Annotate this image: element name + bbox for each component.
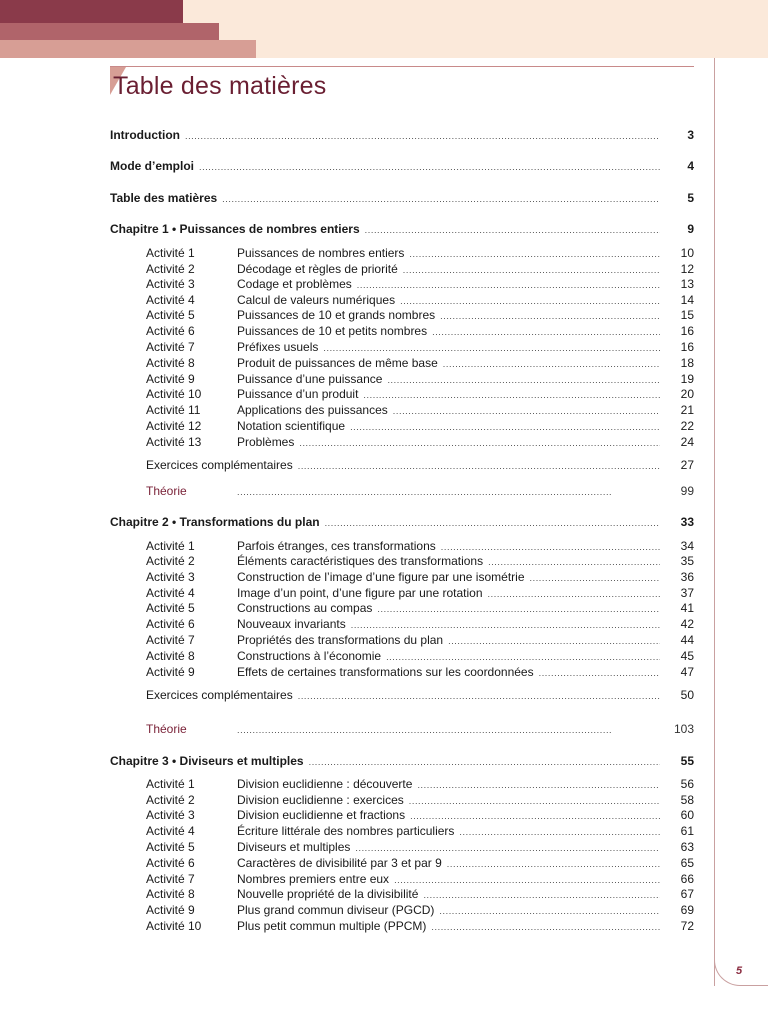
toc-page-number: 36 — [680, 570, 694, 584]
toc-theory-row[interactable] — [146, 483, 694, 499]
activity-title: Puissances de 10 et grands nombres — [237, 308, 436, 322]
activity-number: Activité 2 — [146, 793, 195, 807]
activity-number: Activité 9 — [146, 372, 195, 386]
activity-number: Activité 4 — [146, 293, 195, 307]
toc-page-number: 19 — [680, 372, 694, 386]
toc-activity-row[interactable] — [146, 871, 694, 887]
toc-page-number: 21 — [680, 403, 694, 417]
toc-activity-row[interactable] — [146, 918, 694, 934]
toc-page-number: 3 — [687, 128, 694, 142]
dot-leader — [423, 887, 660, 903]
activity-number: Activité 1 — [146, 777, 195, 791]
activity-number: Activité 9 — [146, 665, 195, 679]
dot-leader — [298, 458, 660, 474]
dot-leader — [325, 515, 660, 531]
activity-title: Image d’un point, d’une figure par une rotation — [237, 586, 483, 600]
activity-title: Codage et problèmes — [237, 277, 352, 291]
toc-activity-row[interactable] — [146, 902, 694, 918]
toc-activity-row[interactable] — [146, 569, 694, 585]
toc-page-number: 60 — [680, 808, 694, 822]
toc-page-number: 13 — [680, 277, 694, 291]
toc-page-number: 72 — [680, 919, 694, 933]
toc-activity-row[interactable] — [146, 664, 694, 680]
dot-leader — [350, 419, 660, 435]
toc-page-number: 67 — [680, 887, 694, 901]
toc-page-number: 47 — [680, 665, 694, 679]
activity-number: Activité 3 — [146, 570, 195, 584]
toc-page-number: 10 — [680, 246, 694, 260]
activity-title: Parfois étranges, ces transformations — [237, 539, 436, 553]
toc-page-number: 5 — [687, 191, 694, 205]
dot-leader — [363, 387, 660, 403]
activity-title: Applications des puissances — [237, 403, 388, 417]
dot-leader — [351, 617, 660, 633]
toc-chapter-row[interactable] — [110, 514, 694, 530]
activity-number: Activité 11 — [146, 403, 201, 417]
activity-number: Activité 2 — [146, 554, 195, 568]
activity-number: Activité 4 — [146, 586, 195, 600]
activity-number: Activité 1 — [146, 246, 195, 260]
toc-page-number: 22 — [680, 419, 694, 433]
toc-page-number: 27 — [680, 458, 694, 472]
dot-leader — [386, 649, 660, 665]
toc-activity-row[interactable] — [146, 585, 694, 601]
activity-number: Activité 6 — [146, 856, 195, 870]
toc-activity-row[interactable] — [146, 339, 694, 355]
toc-page-number: 24 — [680, 435, 694, 449]
activity-number: Activité 6 — [146, 324, 195, 338]
dot-leader — [447, 856, 660, 872]
toc-page-number: 42 — [680, 617, 694, 631]
activity-title: Écriture littérale des nombres particuliers — [237, 824, 455, 838]
exercises-label: Exercices complémentaires — [146, 688, 293, 702]
activity-title: Constructions à l’économie — [237, 649, 382, 663]
dot-leader — [440, 308, 660, 324]
activity-title: Division euclidienne : découverte — [237, 777, 413, 791]
activity-title: Problèmes — [237, 435, 295, 449]
dot-leader — [299, 435, 660, 451]
toc-page-number: 58 — [680, 793, 694, 807]
dot-leader — [365, 222, 660, 238]
header-stripe — [0, 0, 183, 23]
dot-leader — [432, 324, 660, 340]
toc-page-number: 34 — [680, 539, 694, 553]
toc-page-number: 56 — [680, 777, 694, 791]
activity-number: Activité 3 — [146, 808, 195, 822]
toc-page-number: 65 — [680, 856, 694, 870]
toc-exercises-row[interactable] — [146, 457, 694, 473]
toc-activity-row[interactable] — [146, 823, 694, 839]
toc-page-number: 16 — [680, 340, 694, 354]
toc-activity-row[interactable] — [146, 776, 694, 792]
activity-title: Division euclidienne et fractions — [237, 808, 406, 822]
toc-page-number: 103 — [673, 722, 694, 736]
toc-page-number: 20 — [680, 387, 694, 401]
toc-page-number: 14 — [680, 293, 694, 307]
toc-chapter-label: Chapitre 2 • Transformations du plan — [110, 515, 320, 529]
activity-title: Préfixes usuels — [237, 340, 319, 354]
activity-title: Propriétés des transformations du plan — [237, 633, 444, 647]
activity-number: Activité 13 — [146, 435, 202, 449]
dot-leader — [237, 484, 612, 500]
dot-leader — [185, 128, 660, 144]
activity-title: Puissance d’un produit — [237, 387, 359, 401]
toc-chapter-label: Mode d’emploi — [110, 159, 194, 173]
activity-number: Activité 5 — [146, 601, 195, 615]
toc-theory-row[interactable] — [146, 721, 694, 737]
toc-chapter-label: Table des matières — [110, 191, 218, 205]
toc-activity-row[interactable] — [146, 886, 694, 902]
dot-leader — [309, 754, 660, 770]
toc-page-number: 4 — [687, 159, 694, 173]
toc-page-number: 37 — [680, 586, 694, 600]
activity-number: Activité 9 — [146, 903, 195, 917]
toc-page-number: 18 — [680, 356, 694, 370]
activity-title: Nouveaux invariants — [237, 617, 346, 631]
activity-title: Notation scientifique — [237, 419, 346, 433]
toc-chapter-row[interactable] — [110, 127, 694, 143]
dot-leader — [199, 159, 660, 175]
dot-leader — [488, 554, 660, 570]
activity-number: Activité 7 — [146, 872, 195, 886]
activity-title: Diviseurs et multiples — [237, 840, 351, 854]
toc-activity-row[interactable] — [146, 355, 694, 371]
toc-chapter-label: Introduction — [110, 128, 180, 142]
toc-page-number: 63 — [680, 840, 694, 854]
page-title: Table des matières — [113, 72, 327, 100]
activity-number: Activité 2 — [146, 262, 195, 276]
activity-number: Activité 5 — [146, 308, 195, 322]
toc-page-number: 99 — [680, 484, 694, 498]
dot-leader — [222, 191, 660, 207]
activity-number: Activité 7 — [146, 340, 195, 354]
dot-leader — [237, 722, 612, 738]
activity-title: Effets de certaines transformations sur les coordonnées — [237, 665, 534, 679]
activity-number: Activité 5 — [146, 840, 195, 854]
activity-title: Caractères de divisibilité par 3 et par 9 — [237, 856, 442, 870]
activity-number: Activité 8 — [146, 649, 195, 663]
activity-number: Activité 8 — [146, 356, 195, 370]
toc-exercises-row[interactable] — [146, 687, 694, 703]
dot-leader — [410, 808, 660, 824]
dot-leader — [357, 277, 660, 293]
toc-activity-row[interactable] — [146, 245, 694, 261]
theory-label: Théorie — [146, 722, 187, 736]
activity-title: Produit de puissances de même base — [237, 356, 438, 370]
toc-page-number: 12 — [680, 262, 694, 276]
toc-activity-row[interactable] — [146, 632, 694, 648]
dot-leader — [417, 777, 660, 793]
activity-title: Plus petit commun multiple (PPCM) — [237, 919, 427, 933]
activity-number: Activité 10 — [146, 919, 202, 933]
activity-title: Puissances de nombres entiers — [237, 246, 405, 260]
activity-title: Puissance d’une puissance — [237, 372, 383, 386]
toc-page-number: 33 — [680, 515, 694, 529]
activity-number: Activité 1 — [146, 539, 195, 553]
toc-activity-row[interactable] — [146, 839, 694, 855]
toc-activity-row[interactable] — [146, 292, 694, 308]
toc-page-number: 69 — [680, 903, 694, 917]
toc-activity-row[interactable] — [146, 307, 694, 323]
dot-leader — [439, 903, 660, 919]
header-stripe — [0, 40, 256, 58]
header-stripe — [0, 23, 219, 40]
dot-leader — [298, 688, 660, 704]
dot-leader — [431, 919, 660, 935]
toc-activity-row[interactable] — [146, 600, 694, 616]
toc-activity-row[interactable] — [146, 855, 694, 871]
toc-page-number: 55 — [680, 754, 694, 768]
exercises-label: Exercices complémentaires — [146, 458, 293, 472]
dot-leader — [448, 633, 660, 649]
activity-number: Activité 10 — [146, 387, 202, 401]
activity-number: Activité 4 — [146, 824, 195, 838]
title-rule — [110, 66, 694, 67]
dot-leader — [530, 570, 661, 586]
toc-activity-row[interactable] — [146, 807, 694, 823]
activity-number: Activité 6 — [146, 617, 195, 631]
theory-label: Théorie — [146, 484, 187, 498]
toc-activity-row[interactable] — [146, 402, 694, 418]
toc-page-number: 15 — [680, 308, 694, 322]
toc-activity-row[interactable] — [146, 371, 694, 387]
activity-title: Nombres premiers entre eux — [237, 872, 390, 886]
toc-activity-row[interactable] — [146, 261, 694, 277]
toc-activity-row[interactable] — [146, 792, 694, 808]
page-frame-line — [714, 58, 715, 986]
toc-page-number: 44 — [680, 633, 694, 647]
dot-leader — [539, 665, 660, 681]
toc-chapter-row[interactable] — [110, 190, 694, 206]
dot-leader — [393, 403, 660, 419]
activity-title: Éléments caractéristiques des transformations — [237, 554, 484, 568]
toc-activity-row[interactable] — [146, 616, 694, 632]
toc-activity-row[interactable] — [146, 418, 694, 434]
activity-title: Constructions au compas — [237, 601, 373, 615]
page-number: 5 — [736, 965, 743, 977]
dot-leader — [355, 840, 660, 856]
activity-title: Calcul de valeurs numériques — [237, 293, 396, 307]
toc-page-number: 50 — [680, 688, 694, 702]
toc-chapter-row[interactable] — [110, 753, 694, 769]
toc-activity-row[interactable] — [146, 386, 694, 402]
activity-title: Puissances de 10 et petits nombres — [237, 324, 428, 338]
toc-page-number: 9 — [687, 222, 694, 236]
activity-number: Activité 8 — [146, 887, 195, 901]
toc-activity-row[interactable] — [146, 276, 694, 292]
dot-leader — [377, 601, 660, 617]
dot-leader — [459, 824, 660, 840]
toc-chapter-label: Chapitre 3 • Diviseurs et multiples — [110, 754, 304, 768]
toc-activity-row[interactable] — [146, 323, 694, 339]
toc-page-number: 45 — [680, 649, 694, 663]
dot-leader — [443, 356, 660, 372]
toc-page-number: 66 — [680, 872, 694, 886]
activity-number: Activité 7 — [146, 633, 195, 647]
dot-leader — [409, 246, 660, 262]
activity-number: Activité 12 — [146, 419, 202, 433]
toc-page-number: 16 — [680, 324, 694, 338]
activity-number: Activité 3 — [146, 277, 195, 291]
toc-activity-row[interactable] — [146, 434, 694, 450]
toc-chapter-row[interactable] — [110, 221, 694, 237]
toc-page-number: 35 — [680, 554, 694, 568]
activity-title: Division euclidienne : exercices — [237, 793, 404, 807]
activity-title: Construction de l’image d’une figure par une isométrie — [237, 570, 525, 584]
activity-title: Nouvelle propriété de la divisibilité — [237, 887, 419, 901]
toc-activity-row[interactable] — [146, 553, 694, 569]
toc-chapter-label: Chapitre 1 • Puissances de nombres entiers — [110, 222, 360, 236]
toc-chapter-row[interactable] — [110, 158, 694, 174]
activity-title: Décodage et règles de priorité — [237, 262, 398, 276]
dot-leader — [323, 340, 660, 356]
toc-page-number: 61 — [680, 824, 694, 838]
toc-activity-row[interactable] — [146, 538, 694, 554]
toc-page-number: 41 — [680, 601, 694, 615]
toc-activity-row[interactable] — [146, 648, 694, 664]
activity-title: Plus grand commun diviseur (PGCD) — [237, 903, 435, 917]
